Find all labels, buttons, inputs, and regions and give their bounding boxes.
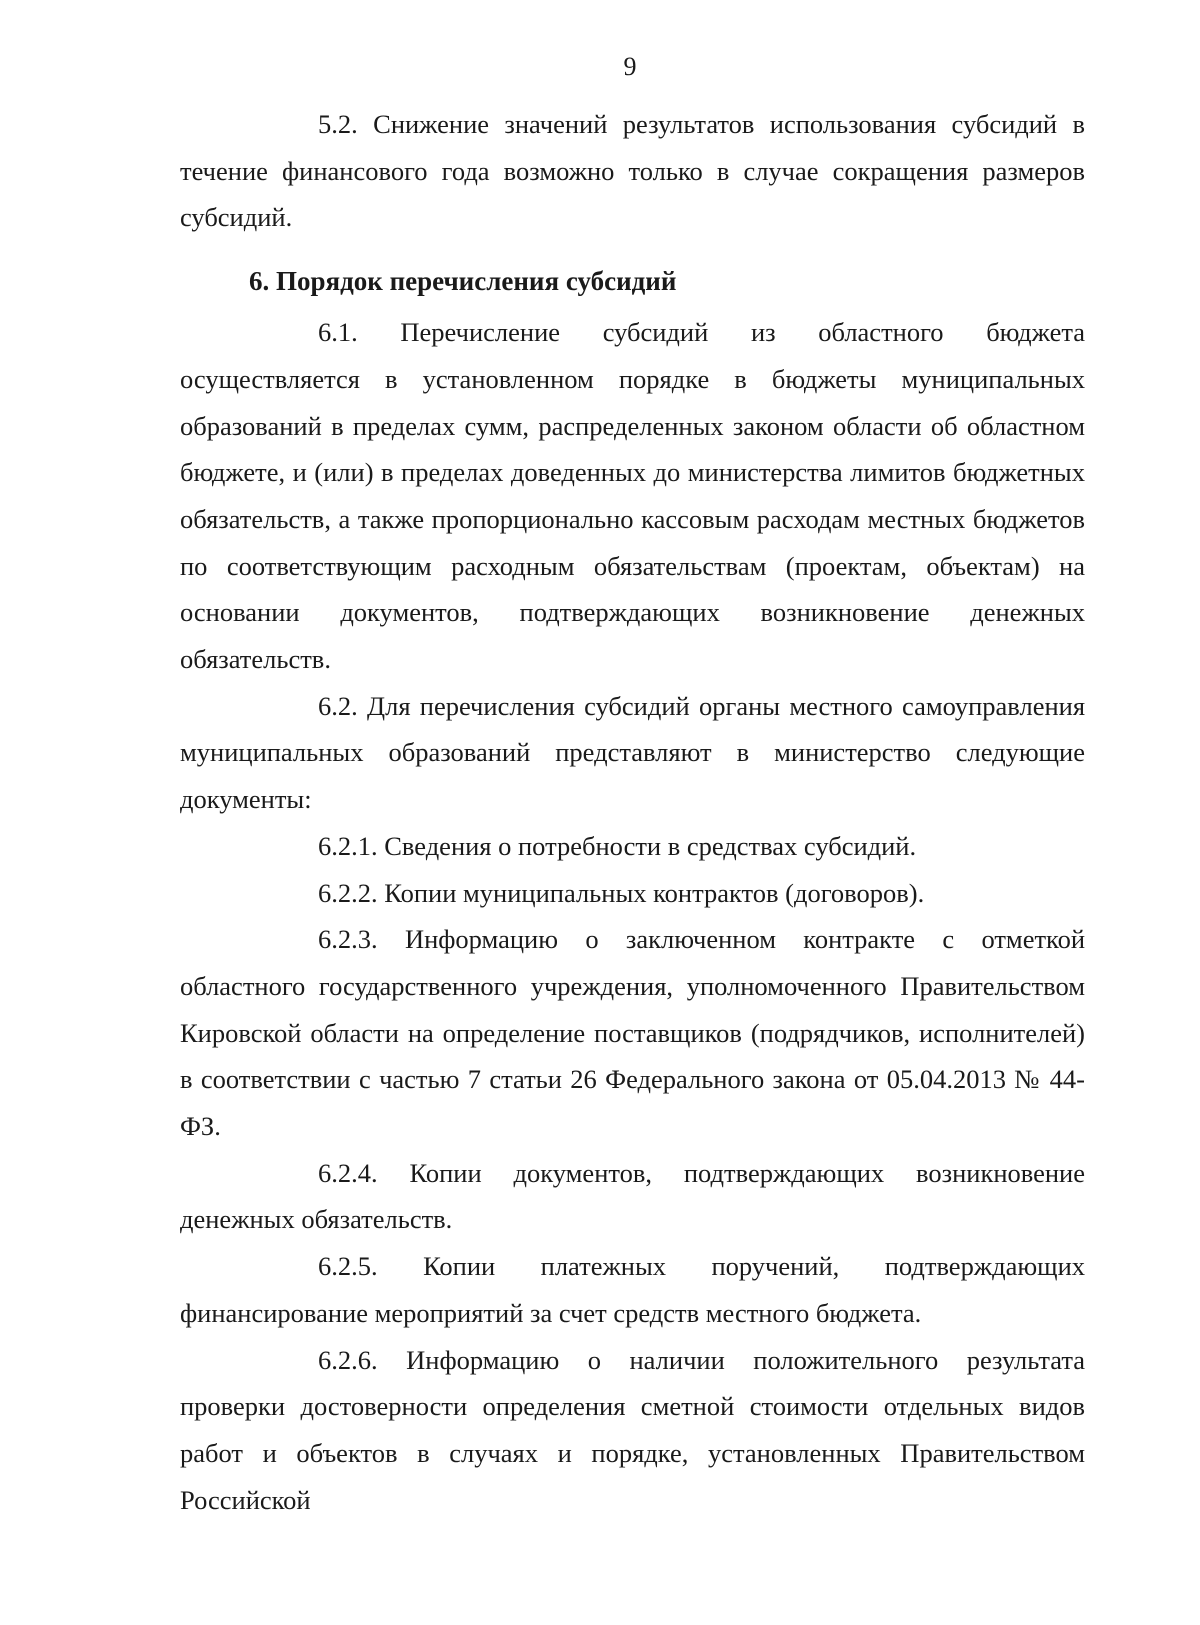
paragraph-number: 6.2.2. (318, 877, 378, 908)
paragraph-number: 6.2. (318, 690, 358, 721)
paragraph-number: 6.2.3. (318, 924, 378, 955)
paragraph-number: 6.2.1. (318, 830, 378, 861)
paragraph-6-2-2 (180, 870, 1085, 917)
document-body (180, 101, 1085, 1523)
paragraph-6-2 (180, 683, 1085, 823)
section-heading: 6. Порядок перечисления субсидий (249, 266, 677, 297)
paragraph-number: 5.2. (318, 109, 358, 139)
paragraph-text: Копии платежных поручений, подтверждающих финансирование мероприятий за счет средств местного бюджета. (180, 1251, 1086, 1328)
paragraph-number: 6.1. (318, 317, 358, 348)
paragraph-6-2-6 (180, 1337, 1085, 1524)
paragraph-text: Информацию о наличии положительного результата проверки достоверности определения сметной стоимости отдельных видов работ и объектов в случаях и порядке, установленных Правительством Российской (180, 1344, 1085, 1515)
paragraph-5-2 (180, 101, 1085, 241)
paragraph-text: Для перечисления субсидий органы местного самоуправления муниципальных образований представляют в министерство следующие документы: (180, 690, 1086, 815)
paragraph-6-2-4 (180, 1150, 1085, 1243)
paragraph-6-1 (180, 309, 1085, 683)
paragraph-number: 6.2.6. (318, 1344, 378, 1375)
page-number: 9 (623, 52, 637, 81)
paragraph-6-2-3 (180, 916, 1085, 1150)
paragraph-number: 6.2.5. (318, 1251, 378, 1282)
paragraph-number: 6.2.4. (318, 1157, 378, 1188)
paragraph-6-2-5 (180, 1243, 1085, 1336)
paragraph-text: Сведения о потребности в средствах субсидий. (384, 830, 917, 861)
paragraph-text: Копии документов, подтверждающих возникновение денежных обязательств. (180, 1157, 1085, 1235)
paragraph-text: Информацию о заключенном контракте с отметкой областного государственного учреждения, уполномоченного Правительством Кировской области на определение поставщиков (подрядчиков, исполнителей) в соответствии с частью 7 статьи 26 Федерального закона от 05.04.2013 № 44-ФЗ. (180, 924, 1085, 1142)
paragraph-6-2-1 (180, 823, 1085, 870)
paragraph-text: Копии муниципальных контрактов (договоров). (384, 877, 925, 908)
paragraph-text: Перечисление субсидий из областного бюджета осуществляется в установленном порядке в бюджеты муниципальных образований в пределах сумм, распределенных законом области об областном бюджете, и (или) в пределах доведенных до министерства лимитов бюджетных обязательств, а также пропорционально кассовым расходам местных бюджетов по соответствующим расходным обязательствам (проектам, объектам) на основании документов, подтверждающих возникновение денежных обязательств. (180, 317, 1085, 675)
paragraph-text: Снижение значений результатов использования субсидий в течение финансового года возможно только в случае сокращения размеров субсидий. (180, 109, 1086, 233)
